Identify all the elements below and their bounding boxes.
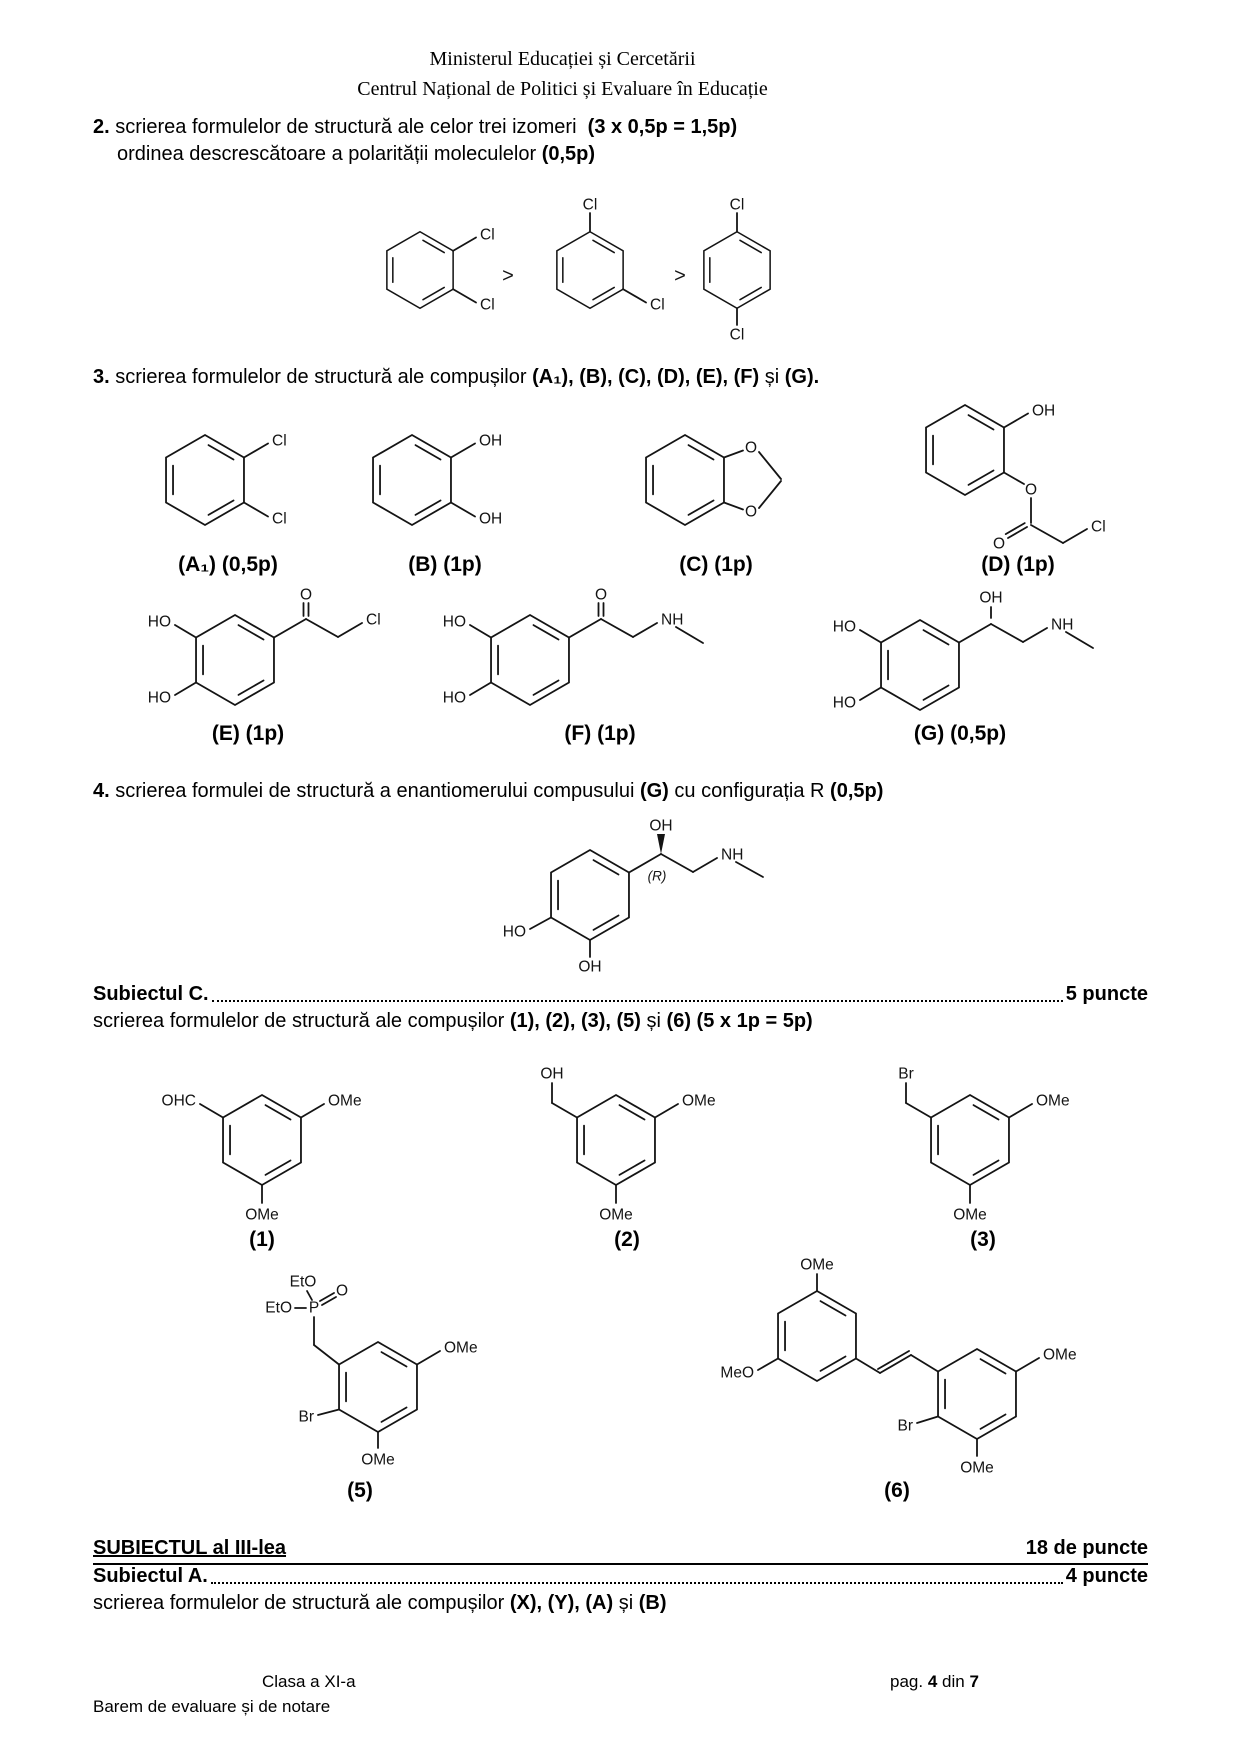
item-2-line2-points: (0,5p) [541, 143, 596, 165]
benzene-ring [881, 620, 959, 710]
benzene-ring [373, 435, 451, 525]
benzene-ring [166, 435, 244, 525]
item-3-last: (G). [784, 366, 820, 388]
item-4-compound: (G) [639, 780, 669, 802]
atom-label-eto: EtO [265, 1299, 292, 1317]
atom-label-ome: OMe [953, 1206, 987, 1224]
subiectul-a-desc [93, 1590, 667, 1617]
item-3-number: 3. [93, 366, 110, 388]
atom-label-cl: Cl [480, 296, 495, 314]
subiectul-c-compounds-1: (1), (2), (3), (5) [509, 1010, 641, 1032]
atom-label-br: Br [898, 1065, 914, 1083]
caption-6: (6) [884, 1479, 910, 1502]
benzene-ring [931, 1095, 1009, 1185]
item-4-text2: cu configurația R [674, 780, 825, 802]
item-3 [93, 364, 819, 391]
footer-total-pages: 7 [969, 1672, 979, 1691]
item-4-points: (0,5p) [830, 780, 884, 802]
structure-f [420, 575, 750, 745]
benzene-ring [223, 1095, 301, 1185]
atom-label-o: O [744, 503, 758, 521]
caption-1: (1) [249, 1228, 275, 1251]
benzene-ring [938, 1349, 1016, 1439]
greater-than-sign: > [502, 265, 514, 287]
atom-label-ome: OMe [682, 1092, 716, 1110]
subiectul-c-si: și [646, 1010, 661, 1032]
atom-label-cl: Cl [729, 196, 745, 214]
benzene-ring [646, 435, 724, 525]
benzene-ring [926, 405, 1004, 495]
footer-page [890, 1672, 979, 1692]
footer-din: din [942, 1672, 965, 1691]
structure-3 [830, 1030, 1100, 1240]
atom-label-ome: OMe [960, 1459, 994, 1477]
subiectul-a-desc-text: scrierea formulelor de structură ale compușilor [93, 1592, 505, 1614]
atom-label-ho: HO [502, 923, 526, 941]
atom-label-nh: NH [1051, 616, 1074, 634]
structure-1 [140, 1060, 410, 1235]
wedge-bond [657, 834, 665, 854]
subiectul-a-points: 4 puncte [1065, 1565, 1148, 1587]
structure-d [880, 385, 1160, 575]
benzene-ring [557, 232, 623, 309]
atom-label-ome: OMe [1036, 1092, 1070, 1110]
subiectul-c-row [93, 982, 1148, 1006]
atom-label-cl: Cl [480, 226, 495, 244]
subiectul-a-title: Subiectul A. [93, 1565, 208, 1587]
item-2-line2-text: ordinea descrescătoare a polarității moleculelor [117, 143, 537, 165]
item-3-si: și [764, 366, 780, 388]
item-2-text: scrierea formulelor de structură ale celor trei izomeri [115, 116, 577, 138]
atom-label-cl: Cl [582, 196, 598, 214]
item-2 [93, 114, 737, 168]
benzene-ring [387, 232, 453, 309]
atom-label-oh: OH [1032, 402, 1056, 420]
atom-label-cl: Cl [1091, 518, 1106, 536]
item-3-text: scrierea formulelor de structură ale compușilor [115, 366, 527, 388]
atom-label-o: O [1024, 481, 1038, 499]
atom-label-o: O [744, 439, 758, 457]
dotted-leader [212, 999, 1063, 1002]
caption-3: (3) [970, 1228, 996, 1251]
ministry-header [0, 44, 1125, 104]
caption-2: (2) [614, 1228, 640, 1251]
atom-label-meo: MeO [720, 1364, 754, 1382]
benzene-ring [704, 232, 770, 309]
caption-a1: (A₁) (0,5p) [178, 553, 278, 576]
atom-label-oh: OH [479, 510, 503, 528]
subiectul-3-title: SUBIECTUL al III-lea [93, 1537, 287, 1559]
atom-label-ome: OMe [361, 1451, 395, 1469]
subiectul-c-compounds-2: (6) (5 x 1p = 5p) [666, 1010, 813, 1032]
structure-e [120, 575, 410, 745]
atom-label-oh: OH [479, 432, 503, 450]
item-2-points: (3 x 0,5p = 1,5p) [587, 116, 738, 138]
atom-label-cl: Cl [650, 296, 665, 314]
subiectul-c-points: 5 puncte [1065, 983, 1148, 1005]
atom-label-o: O [594, 586, 608, 604]
atom-label-ho: HO [832, 694, 856, 712]
header-line-1: Ministerul Educației și Cercetării [429, 48, 696, 70]
footer-barem: Barem de evaluare și de notare [93, 1697, 331, 1716]
structure-c [560, 400, 820, 560]
caption-c: (C) (1p) [679, 553, 753, 576]
atom-label-ome: OMe [800, 1256, 834, 1274]
atom-label-cl: Cl [272, 432, 287, 450]
footer-page-number: 4 [927, 1672, 938, 1691]
item-4 [93, 778, 883, 805]
subiectul-a-si: și [618, 1592, 634, 1614]
atom-label-ome: OMe [328, 1092, 362, 1110]
atom-label-ome: OMe [444, 1339, 478, 1357]
benzene-ring [551, 850, 629, 940]
item-4-text: scrierea formulei de structură a enantiomerului compusului [115, 780, 635, 802]
structure-5 [230, 1260, 520, 1475]
structure-b [340, 400, 580, 560]
caption-5: (5) [347, 1479, 373, 1502]
atom-label-br: Br [298, 1408, 314, 1426]
subiectul-c-desc-text: scrierea formulelor de structură ale compușilor [93, 1010, 505, 1032]
item-2-number: 2. [93, 116, 110, 138]
item-4-number: 4. [93, 780, 110, 802]
structure-r-enantiomer [450, 815, 790, 985]
atom-label-cl: Cl [272, 510, 287, 528]
footer-class: Clasa a XI-a [262, 1672, 356, 1691]
caption-f: (F) (1p) [564, 722, 636, 745]
benzene-ring [491, 615, 569, 705]
structure-2 [480, 1040, 750, 1240]
caption-g: (G) (0,5p) [913, 722, 1007, 745]
atom-label-o: O [299, 586, 313, 604]
atom-label-oh: OH [979, 589, 1003, 607]
subiectul-c-desc [93, 1008, 813, 1035]
structure-a1 [130, 400, 370, 560]
structure-6 [700, 1245, 1120, 1490]
atom-label-ome: OMe [599, 1206, 633, 1224]
atom-label-ho: HO [442, 613, 466, 631]
caption-e: (E) (1p) [211, 722, 285, 745]
dotted-leader [211, 1581, 1063, 1584]
atom-label-oh: OH [540, 1065, 564, 1083]
atom-label-oh: OH [578, 958, 602, 976]
benzene-ring [577, 1095, 655, 1185]
atom-label-nh: NH [661, 611, 684, 629]
atom-label-cl: Cl [729, 326, 745, 344]
subiectul-a-compounds-2: (B) [638, 1592, 667, 1614]
subiectul-a-row [93, 1564, 1148, 1588]
atom-label-oh: OH [649, 817, 673, 835]
benzene-ring [196, 615, 274, 705]
footer-pag-label: pag. [890, 1672, 924, 1691]
atom-label-ho: HO [832, 618, 856, 636]
atom-label-nh: NH [721, 846, 744, 864]
item-3-compounds: (A₁), (B), (C), (D), (E), (F) [532, 366, 760, 388]
atom-label-eto: EtO [289, 1273, 317, 1291]
atom-label-o: O [335, 1282, 349, 1300]
benzene-ring [778, 1291, 856, 1381]
greater-than-sign: > [674, 265, 686, 287]
atom-label-ome: OMe [245, 1206, 279, 1224]
atom-label-p: P [308, 1299, 320, 1317]
atom-label-ho: HO [147, 613, 171, 631]
structure-dichlorobenzene-isomers [340, 185, 820, 355]
atom-label-o: O [992, 535, 1006, 553]
caption-b: (B) (1p) [408, 553, 482, 576]
atom-label-br: Br [897, 1417, 913, 1435]
atom-label-ho: HO [147, 689, 171, 707]
caption-d: (D) (1p) [981, 553, 1055, 576]
subiectul-a-compounds-1: (X), (Y), (A) [509, 1592, 614, 1614]
stereo-descriptor-r: (R) [647, 868, 667, 884]
atom-label-cl: Cl [366, 611, 381, 629]
atom-label-ome: OMe [1043, 1346, 1077, 1364]
benzene-ring [339, 1342, 417, 1432]
subiectul-c-title: Subiectul C. [93, 983, 209, 1005]
atom-label-ho: HO [442, 689, 466, 707]
atom-label-ohc: OHC [161, 1092, 196, 1110]
subiectul-3-points: 18 de puncte [1025, 1537, 1148, 1559]
header-line-2: Centrul Național de Politici și Evaluare în Educație [357, 78, 768, 100]
subiectul-3-row [93, 1536, 1148, 1565]
